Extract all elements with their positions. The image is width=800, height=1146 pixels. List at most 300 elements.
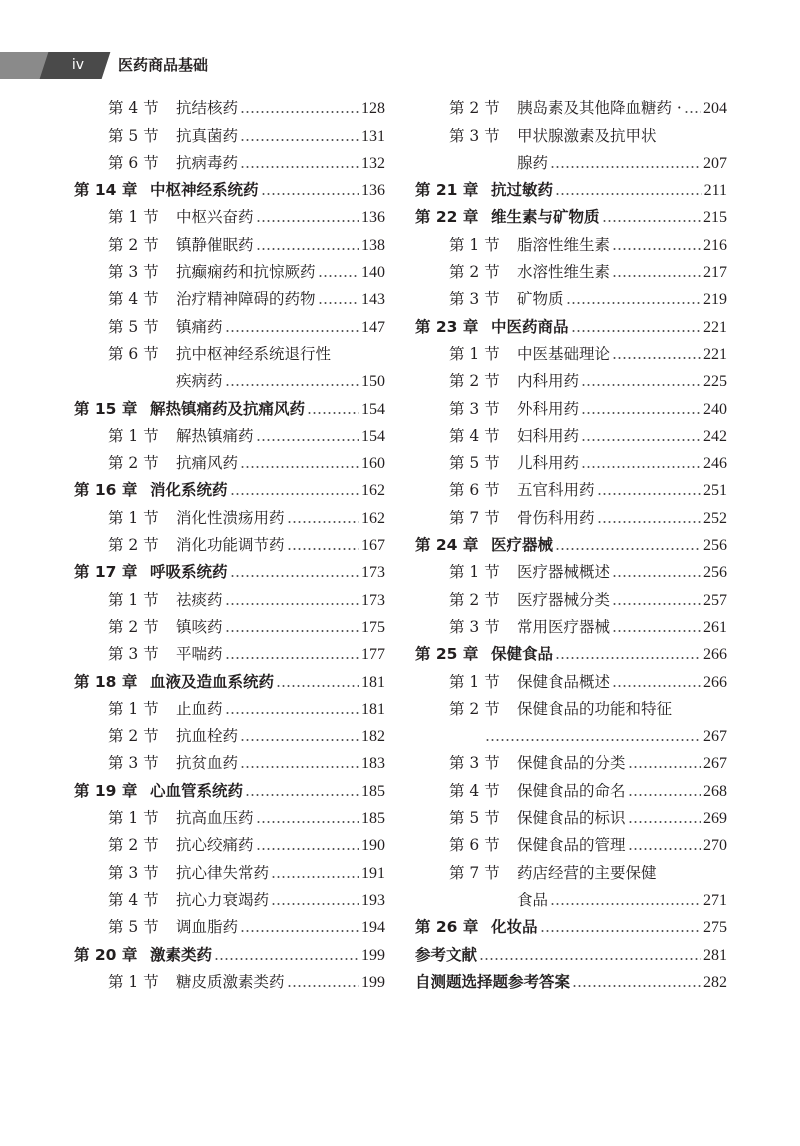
toc-entry-title: 镇咳药 bbox=[176, 617, 223, 636]
toc-entry-page-number: 162 bbox=[361, 482, 385, 500]
toc-entry-page-number: 251 bbox=[703, 482, 727, 500]
toc-entry-title: 抗心绞痛药 bbox=[176, 836, 254, 855]
toc-entry-title: 抗中枢神经系统退行性 bbox=[176, 344, 332, 363]
toc-entry-title: 中枢兴奋药 bbox=[176, 208, 254, 227]
toc-entry-page-number: 182 bbox=[361, 728, 385, 746]
toc-entry-label: 第 4 节 bbox=[108, 290, 159, 309]
toc-entry-page-number: 267 bbox=[703, 755, 727, 773]
toc-entry-label: 第 5 节 bbox=[108, 918, 159, 937]
toc-section-entry[interactable] bbox=[74, 746, 385, 773]
toc-entry-title: 消化功能调节药 bbox=[176, 536, 285, 555]
dot-leader bbox=[318, 301, 359, 305]
toc-entry-title: 医疗器械概述 bbox=[517, 563, 611, 582]
toc-entry-title: 抗癫痫药和抗惊厥药 bbox=[176, 263, 316, 282]
toc-entry-page-number: 162 bbox=[361, 509, 385, 527]
toc-section-entry[interactable] bbox=[74, 419, 385, 446]
toc-entry-title: 药店经营的主要保健 bbox=[517, 863, 657, 882]
dot-leader bbox=[612, 247, 701, 251]
toc-entry-label: 第 3 节 bbox=[449, 126, 500, 145]
toc-entry-title: 抗过敏药 bbox=[491, 181, 554, 200]
toc-entry-label: 第 2 节 bbox=[449, 590, 500, 609]
book-title: 医药商品基础 bbox=[118, 56, 209, 74]
toc-chapter-entry[interactable] bbox=[415, 309, 727, 336]
dot-leader bbox=[555, 656, 701, 660]
toc-entry-page-number: 252 bbox=[703, 509, 727, 527]
toc-section-entry[interactable] bbox=[74, 965, 385, 992]
dot-leader bbox=[684, 110, 701, 114]
toc-chapter-entry[interactable] bbox=[415, 173, 727, 200]
toc-entry-title: 抗病毒药 bbox=[176, 153, 239, 172]
toc-entry-page-number: 266 bbox=[703, 646, 727, 664]
toc-entry-title: 水溶性维生素 bbox=[517, 263, 611, 282]
toc-section-entry[interactable] bbox=[415, 419, 727, 446]
toc-chapter-entry[interactable] bbox=[74, 773, 385, 800]
toc-entry-title: 抗痛风药 bbox=[176, 454, 239, 473]
toc-entry-title: 抗结核药 bbox=[176, 99, 239, 118]
toc-section-entry[interactable] bbox=[415, 855, 727, 882]
toc-section-entry[interactable] bbox=[74, 582, 385, 609]
toc-section-entry[interactable] bbox=[74, 227, 385, 254]
toc-entry-title: 祛痰药 bbox=[176, 590, 223, 609]
toc-entry-page-number: 269 bbox=[703, 810, 727, 828]
toc-section-entry[interactable] bbox=[74, 309, 385, 336]
toc-entry-page-number: 204 bbox=[703, 100, 727, 118]
toc-entry-label: 第 4 节 bbox=[449, 426, 500, 445]
toc-entry-label: 第 1 节 bbox=[108, 699, 159, 718]
toc-entry-label: 第 5 节 bbox=[108, 317, 159, 336]
toc-entry-title: 止血药 bbox=[176, 699, 223, 718]
toc-chapter-entry[interactable] bbox=[74, 473, 385, 500]
dot-leader bbox=[256, 820, 359, 824]
toc-entry-title: 镇痛药 bbox=[176, 317, 223, 336]
toc-left-column bbox=[74, 91, 385, 992]
toc-entry-page-number: 266 bbox=[703, 673, 727, 691]
toc-entry-page-number: 211 bbox=[703, 182, 727, 200]
toc-section-entry[interactable] bbox=[415, 500, 727, 527]
toc-entry-label: 第 3 节 bbox=[449, 290, 500, 309]
toc-entry-page-number: 173 bbox=[361, 564, 385, 582]
dot-leader bbox=[628, 820, 701, 824]
toc-entry-label: 第 2 节 bbox=[108, 727, 159, 746]
toc-entry-page-number: 136 bbox=[361, 209, 385, 227]
dot-leader bbox=[245, 793, 359, 797]
toc-entry-label: 第 14 章 bbox=[74, 181, 138, 200]
toc-entry-page-number: 136 bbox=[361, 182, 385, 200]
toc-entry-title: 妇科用药 bbox=[517, 426, 580, 445]
dot-leader bbox=[256, 247, 359, 251]
dot-leader bbox=[612, 629, 701, 633]
toc-entry-title: 保健食品的分类 bbox=[517, 754, 626, 773]
toc-entry-label: 第 1 节 bbox=[108, 426, 159, 445]
toc-section-entry[interactable] bbox=[74, 200, 385, 227]
toc-entry-label: 第 1 节 bbox=[108, 972, 159, 991]
toc-section-entry[interactable] bbox=[74, 828, 385, 855]
toc-entry-page-number: 181 bbox=[361, 673, 385, 691]
toc-entry-title: 腺药 bbox=[517, 153, 549, 172]
toc-section-entry[interactable] bbox=[415, 664, 727, 691]
toc-entry-title: 消化性溃疡用药 bbox=[176, 508, 285, 527]
toc-section-entry[interactable] bbox=[74, 118, 385, 145]
page-number: iv bbox=[71, 57, 85, 73]
dot-leader bbox=[214, 957, 359, 961]
toc-entry-title: 消化系统药 bbox=[150, 481, 228, 500]
toc-entry-label: 第 4 节 bbox=[449, 781, 500, 800]
toc-entry-page-number: 221 bbox=[703, 345, 727, 363]
toc-backmatter-entry[interactable] bbox=[415, 937, 727, 964]
toc-section-entry[interactable] bbox=[74, 282, 385, 309]
dot-leader bbox=[581, 438, 701, 442]
toc-section-entry[interactable] bbox=[74, 610, 385, 637]
toc-entry-title: 治疗精神障碍的药物 bbox=[176, 290, 316, 309]
dot-leader bbox=[485, 738, 701, 742]
toc-entry-page-number: 181 bbox=[361, 700, 385, 718]
dot-leader bbox=[225, 629, 359, 633]
toc-section-entry[interactable] bbox=[415, 555, 727, 582]
toc-entry-title: 医疗器械 bbox=[491, 536, 554, 555]
dot-leader bbox=[240, 738, 359, 742]
toc-entry-page-number: 175 bbox=[361, 618, 385, 636]
toc-chapter-entry[interactable] bbox=[74, 555, 385, 582]
toc-section-entry[interactable] bbox=[415, 146, 727, 173]
toc-entry-page-number: 185 bbox=[361, 810, 385, 828]
toc-entry-label: 第 6 节 bbox=[108, 344, 159, 363]
toc-entry-page-number: 256 bbox=[703, 564, 727, 582]
toc-entry-title: 保健食品的命名 bbox=[517, 781, 626, 800]
toc-entry-label: 第 2 节 bbox=[108, 536, 159, 555]
toc-entry-title: 医疗器械分类 bbox=[517, 590, 611, 609]
dot-leader bbox=[240, 929, 359, 933]
toc-entry-title: 中医基础理论 bbox=[517, 344, 611, 363]
toc-section-entry[interactable] bbox=[415, 692, 727, 719]
toc-entry-title: 胰岛素及其他降血糖药 · bbox=[517, 99, 682, 118]
dot-leader bbox=[479, 957, 701, 961]
toc-entry-label: 第 2 节 bbox=[449, 263, 500, 282]
dot-leader bbox=[225, 383, 359, 387]
dot-leader bbox=[276, 684, 359, 688]
toc-chapter-entry[interactable] bbox=[74, 937, 385, 964]
toc-entry-title: 激素类药 bbox=[150, 945, 213, 964]
toc-entry-page-number: 270 bbox=[703, 837, 727, 855]
dot-leader bbox=[256, 219, 359, 223]
toc-entry-label: 第 6 节 bbox=[449, 836, 500, 855]
dot-leader bbox=[612, 356, 701, 360]
dot-leader bbox=[612, 274, 701, 278]
toc-entry-page-number: 138 bbox=[361, 236, 385, 254]
toc-section-entry[interactable] bbox=[74, 637, 385, 664]
toc-entry-page-number: 221 bbox=[703, 318, 727, 336]
toc-entry-title: 中医药商品 bbox=[491, 317, 569, 336]
toc-entry-page-number: 268 bbox=[703, 782, 727, 800]
dot-leader bbox=[240, 765, 359, 769]
toc-entry-page-number: 240 bbox=[703, 400, 727, 418]
running-header bbox=[0, 52, 800, 79]
dot-leader bbox=[225, 602, 359, 606]
toc-entry-title: 抗贫血药 bbox=[176, 754, 239, 773]
toc-entry-title: 参考文献 bbox=[415, 945, 478, 964]
toc-chapter-entry[interactable] bbox=[415, 637, 727, 664]
toc-section-entry[interactable] bbox=[74, 692, 385, 719]
toc-section-entry[interactable] bbox=[415, 282, 727, 309]
toc-chapter-entry[interactable] bbox=[415, 910, 727, 937]
toc-entry-label: 第 22 章 bbox=[415, 208, 479, 227]
toc-entry-page-number: 216 bbox=[703, 236, 727, 254]
toc-entry-label: 第 21 章 bbox=[415, 181, 479, 200]
toc-entry-page-number: 154 bbox=[361, 427, 385, 445]
toc-entry-page-number: 140 bbox=[361, 264, 385, 282]
toc-entry-label: 第 6 节 bbox=[108, 153, 159, 172]
toc-entry-page-number: 257 bbox=[703, 591, 727, 609]
toc-entry-title: 心血管系统药 bbox=[150, 781, 244, 800]
toc-section-entry[interactable] bbox=[74, 146, 385, 173]
toc-entry-page-number: 261 bbox=[703, 618, 727, 636]
dot-leader bbox=[572, 984, 701, 988]
toc-entry-label: 第 23 章 bbox=[415, 317, 479, 336]
toc-entry-page-number: 281 bbox=[703, 946, 727, 964]
toc-entry-label: 第 5 节 bbox=[449, 454, 500, 473]
dot-leader bbox=[612, 602, 701, 606]
dot-leader bbox=[602, 219, 701, 223]
toc-section-entry[interactable] bbox=[74, 446, 385, 473]
toc-entry-title: 化妆品 bbox=[491, 918, 538, 937]
toc-entry-label: 第 4 节 bbox=[108, 99, 159, 118]
toc-entry-page-number: 147 bbox=[361, 318, 385, 336]
toc-entry-title: 外科用药 bbox=[517, 399, 580, 418]
dot-leader bbox=[581, 411, 701, 415]
toc-section-entry[interactable] bbox=[415, 227, 727, 254]
toc-section-entry[interactable] bbox=[415, 473, 727, 500]
dot-leader bbox=[230, 492, 359, 496]
toc-entry-page-number: 128 bbox=[361, 100, 385, 118]
toc-entry-label: 第 24 章 bbox=[415, 536, 479, 555]
toc-entry-label: 第 1 节 bbox=[449, 344, 500, 363]
toc-section-entry[interactable] bbox=[415, 364, 727, 391]
toc-entry-label: 第 1 节 bbox=[108, 809, 159, 828]
toc-entry-title: 糖皮质激素类药 bbox=[176, 972, 285, 991]
toc-section-entry[interactable] bbox=[74, 801, 385, 828]
toc-entry-label: 第 2 节 bbox=[108, 235, 159, 254]
toc-entry-label: 第 5 节 bbox=[449, 809, 500, 828]
toc-entry-page-number: 150 bbox=[361, 373, 385, 391]
toc-entry-title: 内科用药 bbox=[517, 372, 580, 391]
toc-entry-page-number: 225 bbox=[703, 373, 727, 391]
dot-leader bbox=[225, 656, 359, 660]
toc-entry-label: 第 1 节 bbox=[108, 208, 159, 227]
dot-leader bbox=[225, 329, 359, 333]
toc-entry-page-number: 242 bbox=[703, 427, 727, 445]
toc-section-entry[interactable] bbox=[74, 910, 385, 937]
toc-entry-page-number: 271 bbox=[703, 891, 727, 909]
dot-leader bbox=[230, 574, 359, 578]
toc-section-entry[interactable] bbox=[415, 773, 727, 800]
toc-entry-title: 解热镇痛药 bbox=[176, 426, 254, 445]
toc-entry-page-number: 143 bbox=[361, 291, 385, 309]
toc-entry-page-number: 132 bbox=[361, 154, 385, 172]
dot-leader bbox=[307, 411, 359, 415]
toc-section-entry[interactable] bbox=[415, 446, 727, 473]
toc-section-entry[interactable] bbox=[415, 828, 727, 855]
toc-section-entry[interactable] bbox=[74, 255, 385, 282]
toc-entry-label: 第 2 节 bbox=[108, 836, 159, 855]
dot-leader bbox=[597, 492, 701, 496]
toc-entry-title: 保健食品 bbox=[491, 645, 554, 664]
toc-entry-label: 第 15 章 bbox=[74, 399, 138, 418]
toc-entry-label: 第 2 节 bbox=[449, 372, 500, 391]
toc-section-entry[interactable] bbox=[74, 719, 385, 746]
toc-section-entry[interactable] bbox=[415, 118, 727, 145]
toc-entry-title: 甲状腺激素及抗甲状 bbox=[517, 126, 657, 145]
toc-entry-title: 常用医疗器械 bbox=[517, 617, 611, 636]
dot-leader bbox=[287, 520, 359, 524]
dot-leader bbox=[555, 192, 702, 196]
toc-chapter-entry[interactable] bbox=[74, 664, 385, 691]
dot-leader bbox=[240, 138, 359, 142]
toc-entry-title: 镇静催眠药 bbox=[176, 235, 254, 254]
toc-entry-label: 第 2 节 bbox=[449, 699, 500, 718]
toc-section-entry[interactable] bbox=[415, 610, 727, 637]
toc-entry-label: 第 16 章 bbox=[74, 481, 138, 500]
toc-section-entry[interactable] bbox=[415, 582, 727, 609]
toc-entry-page-number: 185 bbox=[361, 782, 385, 800]
dot-leader bbox=[628, 765, 701, 769]
toc-chapter-entry[interactable] bbox=[74, 173, 385, 200]
toc-section-entry[interactable] bbox=[415, 746, 727, 773]
toc-entry-label: 第 19 章 bbox=[74, 781, 138, 800]
toc-entry-label: 第 1 节 bbox=[108, 508, 159, 527]
toc-entry-page-number: 256 bbox=[703, 537, 727, 555]
toc-entry-page-number: 199 bbox=[361, 973, 385, 991]
toc-entry-label: 第 2 节 bbox=[108, 617, 159, 636]
toc-entry-label: 第 1 节 bbox=[449, 235, 500, 254]
dot-leader bbox=[581, 465, 701, 469]
toc-section-entry[interactable] bbox=[415, 883, 727, 910]
toc-section-entry[interactable] bbox=[74, 883, 385, 910]
toc-section-entry[interactable] bbox=[415, 255, 727, 282]
toc-entry-page-number: 199 bbox=[361, 946, 385, 964]
dot-leader bbox=[566, 301, 701, 305]
toc-entry-title: 抗心力衰竭药 bbox=[176, 890, 270, 909]
dot-leader bbox=[571, 329, 701, 333]
toc-entry-title: 自测题选择题参考答案 bbox=[415, 972, 571, 991]
toc-entry-title: 抗心律失常药 bbox=[176, 863, 270, 882]
toc-entry-title: 脂溶性维生素 bbox=[517, 235, 611, 254]
dot-leader bbox=[256, 847, 359, 851]
toc-section-entry[interactable] bbox=[74, 91, 385, 118]
toc-entry-label: 第 2 节 bbox=[108, 454, 159, 473]
toc-right-column bbox=[415, 91, 727, 992]
toc-section-entry[interactable] bbox=[415, 801, 727, 828]
toc-entry-label: 第 3 节 bbox=[449, 754, 500, 773]
toc-entry-page-number: 177 bbox=[361, 646, 385, 664]
toc-section-entry[interactable] bbox=[415, 719, 727, 746]
toc-chapter-entry[interactable] bbox=[415, 528, 727, 555]
dot-leader bbox=[628, 793, 701, 797]
dot-leader bbox=[240, 465, 359, 469]
toc-entry-label: 第 3 节 bbox=[108, 754, 159, 773]
toc-section-entry[interactable] bbox=[74, 528, 385, 555]
toc-entry-title: 解热镇痛药及抗痛风药 bbox=[150, 399, 306, 418]
toc-entry-page-number: 183 bbox=[361, 755, 385, 773]
toc-entry-page-number: 275 bbox=[703, 919, 727, 937]
toc-entry-page-number: 193 bbox=[361, 891, 385, 909]
toc-entry-title: 骨伤科用药 bbox=[517, 508, 595, 527]
toc-entry-label: 第 18 章 bbox=[74, 672, 138, 691]
toc-chapter-entry[interactable] bbox=[74, 391, 385, 418]
toc-entry-page-number: 154 bbox=[361, 400, 385, 418]
toc-entry-label: 第 20 章 bbox=[74, 945, 138, 964]
dot-leader bbox=[540, 929, 701, 933]
toc-entry-label: 第 6 节 bbox=[449, 481, 500, 500]
toc-entry-title: 平喘药 bbox=[176, 645, 223, 664]
dot-leader bbox=[261, 192, 359, 196]
toc-entry-page-number: 215 bbox=[703, 209, 727, 227]
dot-leader bbox=[271, 875, 359, 879]
dot-leader bbox=[628, 847, 701, 851]
toc-entry-label: 第 3 节 bbox=[108, 263, 159, 282]
dot-leader bbox=[271, 902, 359, 906]
dot-leader bbox=[287, 547, 359, 551]
toc-entry-page-number: 207 bbox=[703, 154, 727, 172]
toc-entry-page-number: 267 bbox=[703, 728, 727, 746]
toc-entry-label: 第 3 节 bbox=[449, 399, 500, 418]
dot-leader bbox=[612, 684, 701, 688]
toc-entry-title: 抗真菌药 bbox=[176, 126, 239, 145]
toc-entry-label: 第 3 节 bbox=[108, 645, 159, 664]
toc-section-entry[interactable] bbox=[74, 855, 385, 882]
toc-entry-title: 抗高血压药 bbox=[176, 809, 254, 828]
toc-section-entry[interactable] bbox=[415, 391, 727, 418]
toc-backmatter-entry[interactable] bbox=[415, 965, 727, 992]
toc-entry-page-number: 191 bbox=[361, 864, 385, 882]
toc-entry-title: 儿科用药 bbox=[517, 454, 580, 473]
toc-entry-page-number: 131 bbox=[361, 127, 385, 145]
toc-section-entry[interactable] bbox=[74, 364, 385, 391]
toc-section-entry[interactable] bbox=[74, 500, 385, 527]
toc-entry-page-number: 173 bbox=[361, 591, 385, 609]
toc-section-entry[interactable] bbox=[415, 91, 727, 118]
toc-section-entry[interactable] bbox=[415, 337, 727, 364]
toc-entry-page-number: 160 bbox=[361, 455, 385, 473]
toc-entry-page-number: 282 bbox=[703, 973, 727, 991]
toc-entry-label: 第 25 章 bbox=[415, 645, 479, 664]
toc-entry-label: 第 1 节 bbox=[108, 590, 159, 609]
toc-entry-label: 第 7 节 bbox=[449, 863, 500, 882]
dot-leader bbox=[225, 711, 359, 715]
dot-leader bbox=[256, 438, 359, 442]
dot-leader bbox=[240, 110, 359, 114]
toc-entry-label: 第 1 节 bbox=[449, 563, 500, 582]
toc-entry-label: 第 7 节 bbox=[449, 508, 500, 527]
toc-entry-title: 矿物质 bbox=[517, 290, 564, 309]
dot-leader bbox=[550, 902, 701, 906]
toc-entry-title: 呼吸系统药 bbox=[150, 563, 228, 582]
toc-entry-title: 维生素与矿物质 bbox=[491, 208, 600, 227]
toc-entry-page-number: 217 bbox=[703, 264, 727, 282]
toc-chapter-entry[interactable] bbox=[415, 200, 727, 227]
toc-section-entry[interactable] bbox=[74, 337, 385, 364]
toc-entry-title: 保健食品概述 bbox=[517, 672, 611, 691]
toc-entry-label: 第 26 章 bbox=[415, 918, 479, 937]
toc-entry-title: 五官科用药 bbox=[517, 481, 595, 500]
toc-entry-title: 食品 bbox=[517, 890, 549, 909]
toc-entry-title: 中枢神经系统药 bbox=[150, 181, 259, 200]
dot-leader bbox=[555, 547, 701, 551]
dot-leader bbox=[318, 274, 359, 278]
toc-entry-page-number: 190 bbox=[361, 837, 385, 855]
toc-entry-label: 第 2 节 bbox=[449, 99, 500, 118]
toc-entry-label: 第 1 节 bbox=[449, 672, 500, 691]
dot-leader bbox=[597, 520, 701, 524]
dot-leader bbox=[550, 165, 701, 169]
